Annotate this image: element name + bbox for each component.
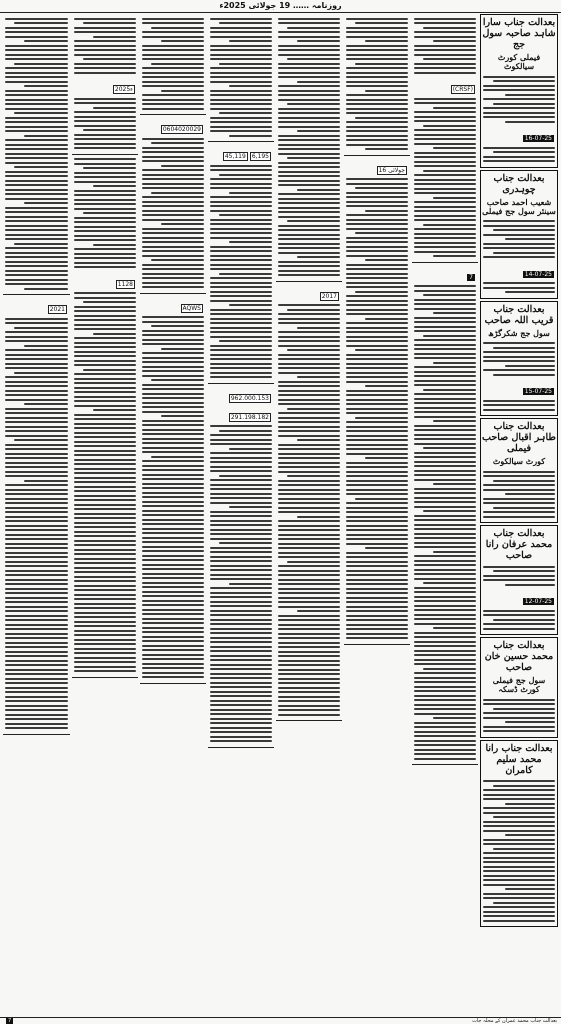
court-notice (480, 170, 558, 299)
notice-subheading: شعیب احمد صاحب سینئر سول جج فیملی (482, 196, 556, 216)
court-notice (140, 115, 206, 294)
notice-heading: بعدالت جناب چوہدری (493, 172, 545, 195)
notice-subheading: سول جج فیملی کورٹ ڈسکہ (492, 675, 546, 694)
court-notice (276, 14, 342, 282)
court-notice (480, 637, 558, 738)
masthead (0, 0, 561, 13)
court-notice (480, 525, 558, 635)
reference-number: 291.198.182 (230, 413, 269, 421)
court-notice (480, 418, 558, 523)
column-6 (140, 14, 206, 1018)
column-8 (3, 14, 70, 1018)
reference-number: AQWS (182, 304, 201, 312)
reference-number: 16 جولائی (378, 166, 405, 174)
reference-number: 962.000.153 (230, 394, 269, 402)
reference-number: 2017 (321, 292, 337, 300)
court-notice (140, 14, 206, 115)
court-notice (208, 384, 274, 748)
page-footer (0, 1017, 561, 1024)
notice-heading: بعدالت جناب محمد عرفان رانا صاحب (485, 528, 553, 561)
court-notice (72, 14, 138, 155)
column-5 (208, 14, 274, 1018)
court-notice (412, 14, 478, 263)
column-2 (412, 14, 478, 1018)
court-notice (140, 294, 206, 684)
court-notice (480, 14, 558, 168)
reference-number: 2025ء (114, 86, 133, 93)
reference-number: 1128 (117, 280, 133, 288)
court-notice (3, 14, 70, 295)
court-notice (208, 14, 274, 142)
page-columns (3, 14, 558, 1018)
date-tag: 16-07-25 (524, 135, 552, 142)
notice-subheading: سول جج شکرگڑھ (488, 327, 550, 338)
notice-heading: بعدالت جناب سارا شاہد صاحبہ سول جج (482, 17, 556, 50)
column-1 (480, 14, 558, 1018)
date-tag: 14-07-25 (524, 270, 552, 278)
notice-heading: بعدالت جناب قریب اللہ صاحب (484, 303, 554, 326)
notice-subheading: کورٹ سیالکوٹ (492, 456, 546, 466)
column-7 (72, 14, 138, 1018)
newspaper-date-header: روزنامہ …… 19 جولائی 2025ء (219, 1, 342, 10)
date-tag: 15-07-25 (524, 388, 552, 395)
court-notice (480, 301, 558, 417)
court-notice (480, 740, 558, 928)
court-notice (72, 155, 138, 678)
footer-caption: بعدالت جناب محمد عمران کے محلہ جات (472, 1018, 557, 1024)
court-notice (208, 142, 274, 384)
notice-heading: بعدالت جناب محمد حسین خان صاحب (484, 640, 554, 673)
notice-number: 7 (469, 273, 473, 281)
column-4 (276, 14, 342, 1018)
reference-number: 45,119 (224, 153, 246, 160)
notice-subheading: فیملی کورٹ سیالکوٹ (497, 52, 541, 71)
court-notice (3, 295, 70, 735)
date-tag: 12-07-25 (524, 598, 552, 605)
reference-number: 0604020029 (162, 126, 201, 133)
court-notice (412, 263, 478, 766)
court-notice (344, 14, 410, 156)
court-notice (344, 156, 410, 645)
column-3 (344, 14, 410, 1018)
reference-number: 6,195 (251, 153, 269, 160)
reference-number: (CRSF) (452, 86, 473, 93)
notice-heading: بعدالت جناب رانا محمد سلیم کامران (485, 742, 553, 776)
notice-heading: بعدالت جناب طاہر اقبال صاحب فیملی (482, 421, 556, 454)
reference-number: 2021 (49, 306, 65, 313)
page-number: 7 (8, 1018, 12, 1024)
court-notice (276, 282, 342, 722)
